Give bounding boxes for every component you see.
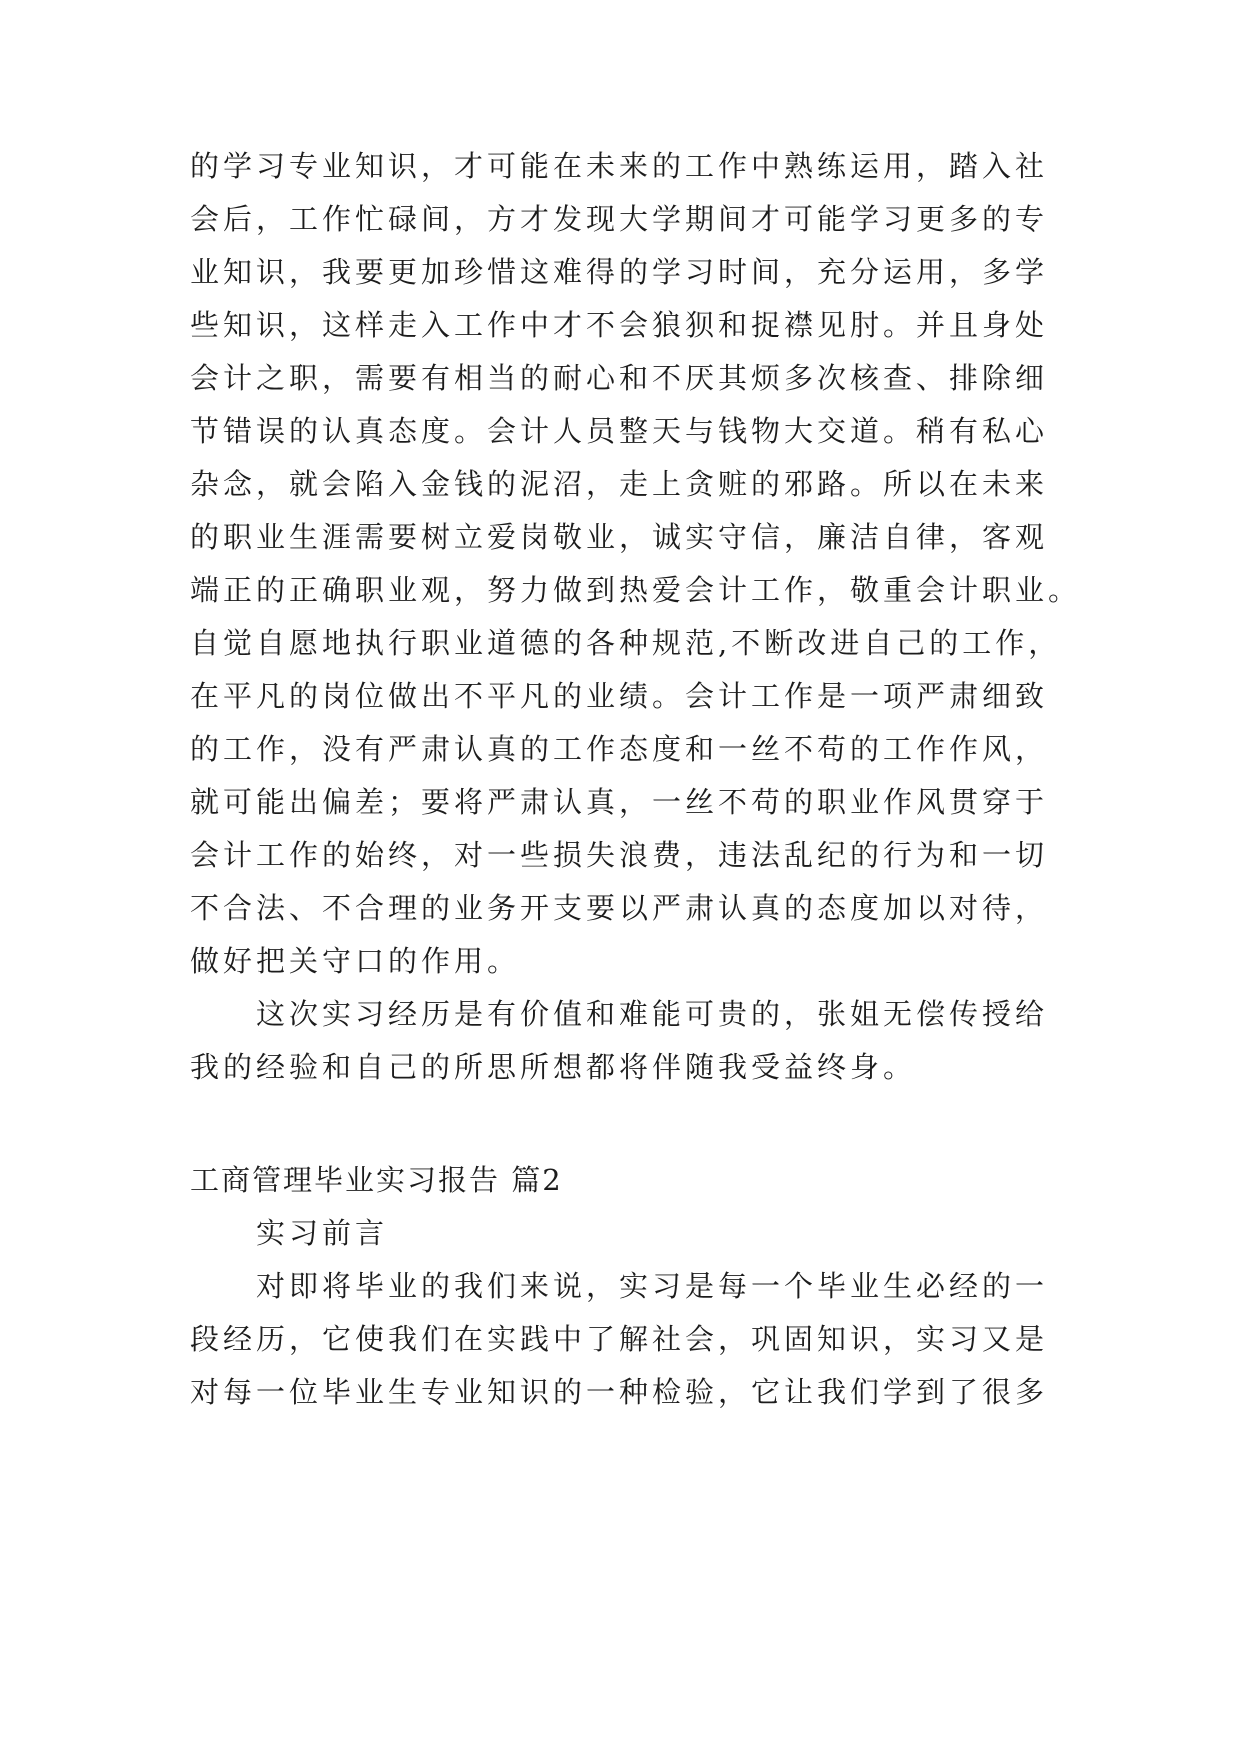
text-line: 的工作，没有严肃认真的工作态度和一丝不苟的工作作风，	[190, 732, 1049, 766]
text-line: 业知识，我要更加珍惜这难得的学习时间，充分运用，多学	[190, 255, 1049, 289]
text-line: 这次实习经历是有价值和难能可贵的，张姐无偿传授给	[256, 997, 1049, 1031]
text-line: 做好把关守口的作用。	[190, 944, 521, 978]
text-line: 杂念，就会陷入金钱的泥沼，走上贪赃的邪路。所以在未来	[190, 467, 1049, 501]
text-line: 节错误的认真态度。会计人员整天与钱物大交道。稍有私心	[190, 414, 1049, 448]
text-line: 不合法、不合理的业务开支要以严肃认真的态度加以对待，	[190, 891, 1049, 925]
subheading: 实习前言	[256, 1216, 389, 1250]
text-line: 我的经验和自己的所思所想都将伴随我受益终身。	[190, 1050, 917, 1084]
text-line: 对即将毕业的我们来说，实习是每一个毕业生必经的一	[256, 1269, 1049, 1303]
text-line: 会后，工作忙碌间，方才发现大学期间才可能学习更多的专	[190, 202, 1049, 236]
text-line: 的学习专业知识，才可能在未来的工作中熟练运用，踏入社	[190, 149, 1049, 183]
text-line: 在平凡的岗位做出不平凡的业绩。会计工作是一项严肃细致	[190, 679, 1049, 713]
text-line: 会计之职，需要有相当的耐心和不厌其烦多次核查、排除细	[190, 361, 1049, 395]
text-line: 端正的正确职业观，努力做到热爱会计工作，敬重会计职业。	[190, 573, 1082, 607]
text-line: 的职业生涯需要树立爱岗敬业，诚实守信，廉洁自律，客观	[190, 520, 1049, 554]
text-line: 自觉自愿地执行职业道德的各种规范,不断改进自己的工作，	[190, 626, 1062, 660]
section-heading: 工商管理毕业实习报告 篇2	[190, 1163, 563, 1197]
text-line: 对每一位毕业生专业知识的一种检验，它让我们学到了很多	[190, 1375, 1049, 1409]
text-line: 会计工作的始终，对一些损失浪费，违法乱纪的行为和一切	[190, 838, 1049, 872]
text-line: 就可能出偏差；要将严肃认真，一丝不苟的职业作风贯穿于	[190, 785, 1049, 819]
text-line: 些知识，这样走入工作中才不会狼狈和捉襟见肘。并且身处	[190, 308, 1049, 342]
text-line: 段经历，它使我们在实践中了解社会，巩固知识，实习又是	[190, 1322, 1049, 1356]
